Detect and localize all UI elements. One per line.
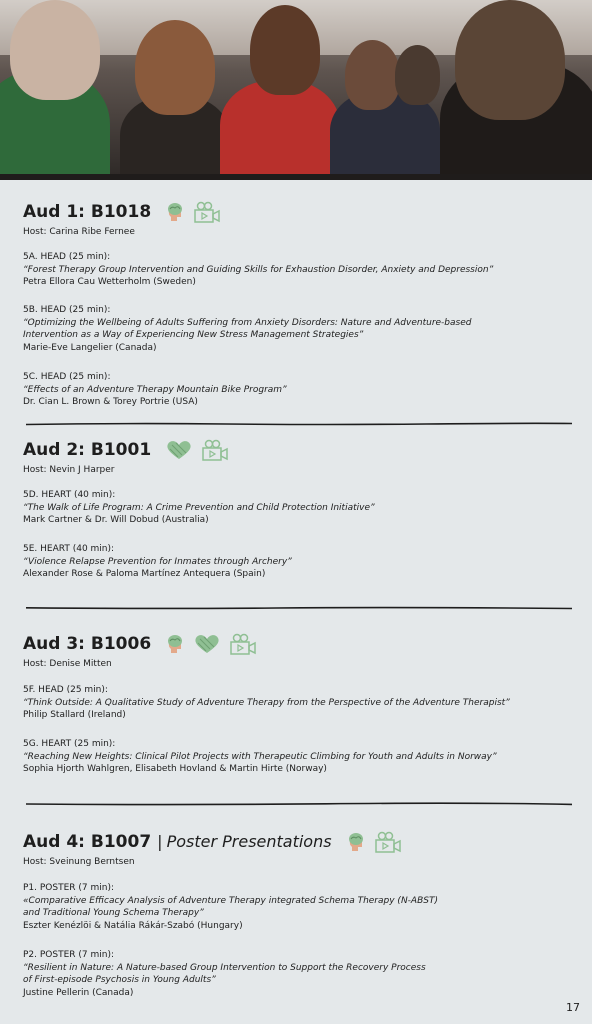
section-aud-1 [23,201,221,238]
section-title: Aud 4: B1007 [23,832,152,852]
talk-authors: Petra Ellora Cau Wetterholm (Sweden) [23,277,196,287]
head-icon [346,831,366,853]
talk-label: 5C. HEAD (25 min): [23,372,111,382]
section-subtitle: Poster Presentations [166,832,332,851]
talk-authors: Philip Stallard (Ireland) [23,710,126,720]
talk-label: 5G. HEART (25 min): [23,739,116,749]
host-name: Host: Carina Ribe Fernee [23,227,135,237]
section-aud-2 [23,439,229,476]
video-camera-icon [201,439,229,461]
talk-title: «Comparative Efficacy Analysis of Adventure Therapy integrated Schema Therapy (N-ABST) and Traditional Young Schema Therapy” [23,895,438,918]
section-heading [23,633,257,655]
talk-authors: Mark Cartner & Dr. Will Dobud (Australia) [23,515,209,525]
talk-authors: Eszter Kenézlöi & Natália Rákár-Szabó (Hungary) [23,920,243,931]
talk-title: “Reaching New Heights: Clinical Pilot Projects with Therapeutic Climbing for Youth and Adults in Norway” [23,751,497,762]
talk-item [23,882,563,932]
talk-title: “Optimizing the Wellbeing of Adults Suffering from Anxiety Disorders: Nature and Adventure-based Intervention as a Way of Experiencing New Stress Management Strategies” [23,317,472,340]
talk-authors: Marie-Eve Langelier (Canada) [23,342,157,353]
talk-title: “The Walk of Life Program: A Crime Prevention and Child Protection Initiative” [23,502,375,513]
talk-title: “Violence Relapse Prevention for Inmates through Archery” [23,556,292,567]
talk-label: 5A. HEAD (25 min): [23,252,111,262]
talk-item [23,251,563,289]
host-name: Host: Denise Mitten [23,659,112,669]
video-camera-icon [374,831,402,853]
photo-border [0,174,592,180]
heart-icon [165,439,193,461]
talk-item [23,684,563,722]
heart-icon [193,633,221,655]
talk-item [23,371,563,409]
host-name: Host: Sveinung Berntsen [23,857,135,867]
talk-authors: Dr. Cian L. Brown & Torey Portrie (USA) [23,397,198,407]
section-heading [23,439,229,461]
head-icon [165,633,185,655]
section-heading [23,201,221,223]
section-heading [23,831,402,853]
section-divider [26,422,572,426]
section-title: Aud 1: B1018 [23,202,152,222]
talk-label: P1. POSTER (7 min): [23,883,115,893]
talk-authors: Alexander Rose & Paloma Martínez Antequera (Spain) [23,569,266,579]
talk-title: “Think Outside: A Qualitative Study of Adventure Therapy from the Perspective of the Adventure Therapist” [23,697,510,708]
talk-title: “Effects of an Adventure Therapy Mountain Bike Program” [23,384,287,395]
talk-item [23,543,563,581]
video-camera-icon [229,633,257,655]
talk-label: 5E. HEART (40 min): [23,544,115,554]
talk-title: “Resilient in Nature: A Nature-based Group Intervention to Support the Recovery Process of First-episode Psychosis in Young Adults” [23,962,426,985]
video-camera-icon [193,201,221,223]
section-title: Aud 2: B1001 [23,440,152,460]
page-number: 17 [566,1001,580,1014]
talk-item [23,489,563,527]
talk-label: 5B. HEAD (25 min): [23,305,111,315]
talk-label: 5F. HEAD (25 min): [23,685,108,695]
talk-item [23,738,563,776]
head-icon [165,201,185,223]
talk-label: P2. POSTER (7 min): [23,950,115,960]
section-aud-3 [23,633,257,670]
section-divider [26,606,572,610]
title-separator: | [157,832,163,851]
talk-authors: Sophia Hjorth Wahlgren, Elisabeth Hovland & Martin Hirte (Norway) [23,764,327,774]
talk-label: 5D. HEART (40 min): [23,490,116,500]
talk-authors: Justine Pellerin (Canada) [23,987,134,998]
talk-item [23,304,563,354]
host-name: Host: Nevin J Harper [23,465,115,475]
talk-title: “Forest Therapy Group Intervention and Guiding Skills for Exhaustion Disorder, Anxiety and Depression” [23,264,494,275]
section-title: Aud 3: B1006 [23,634,152,654]
talk-item [23,949,563,999]
section-divider [26,802,572,806]
header-photo [0,0,592,178]
section-aud-4 [23,831,402,868]
